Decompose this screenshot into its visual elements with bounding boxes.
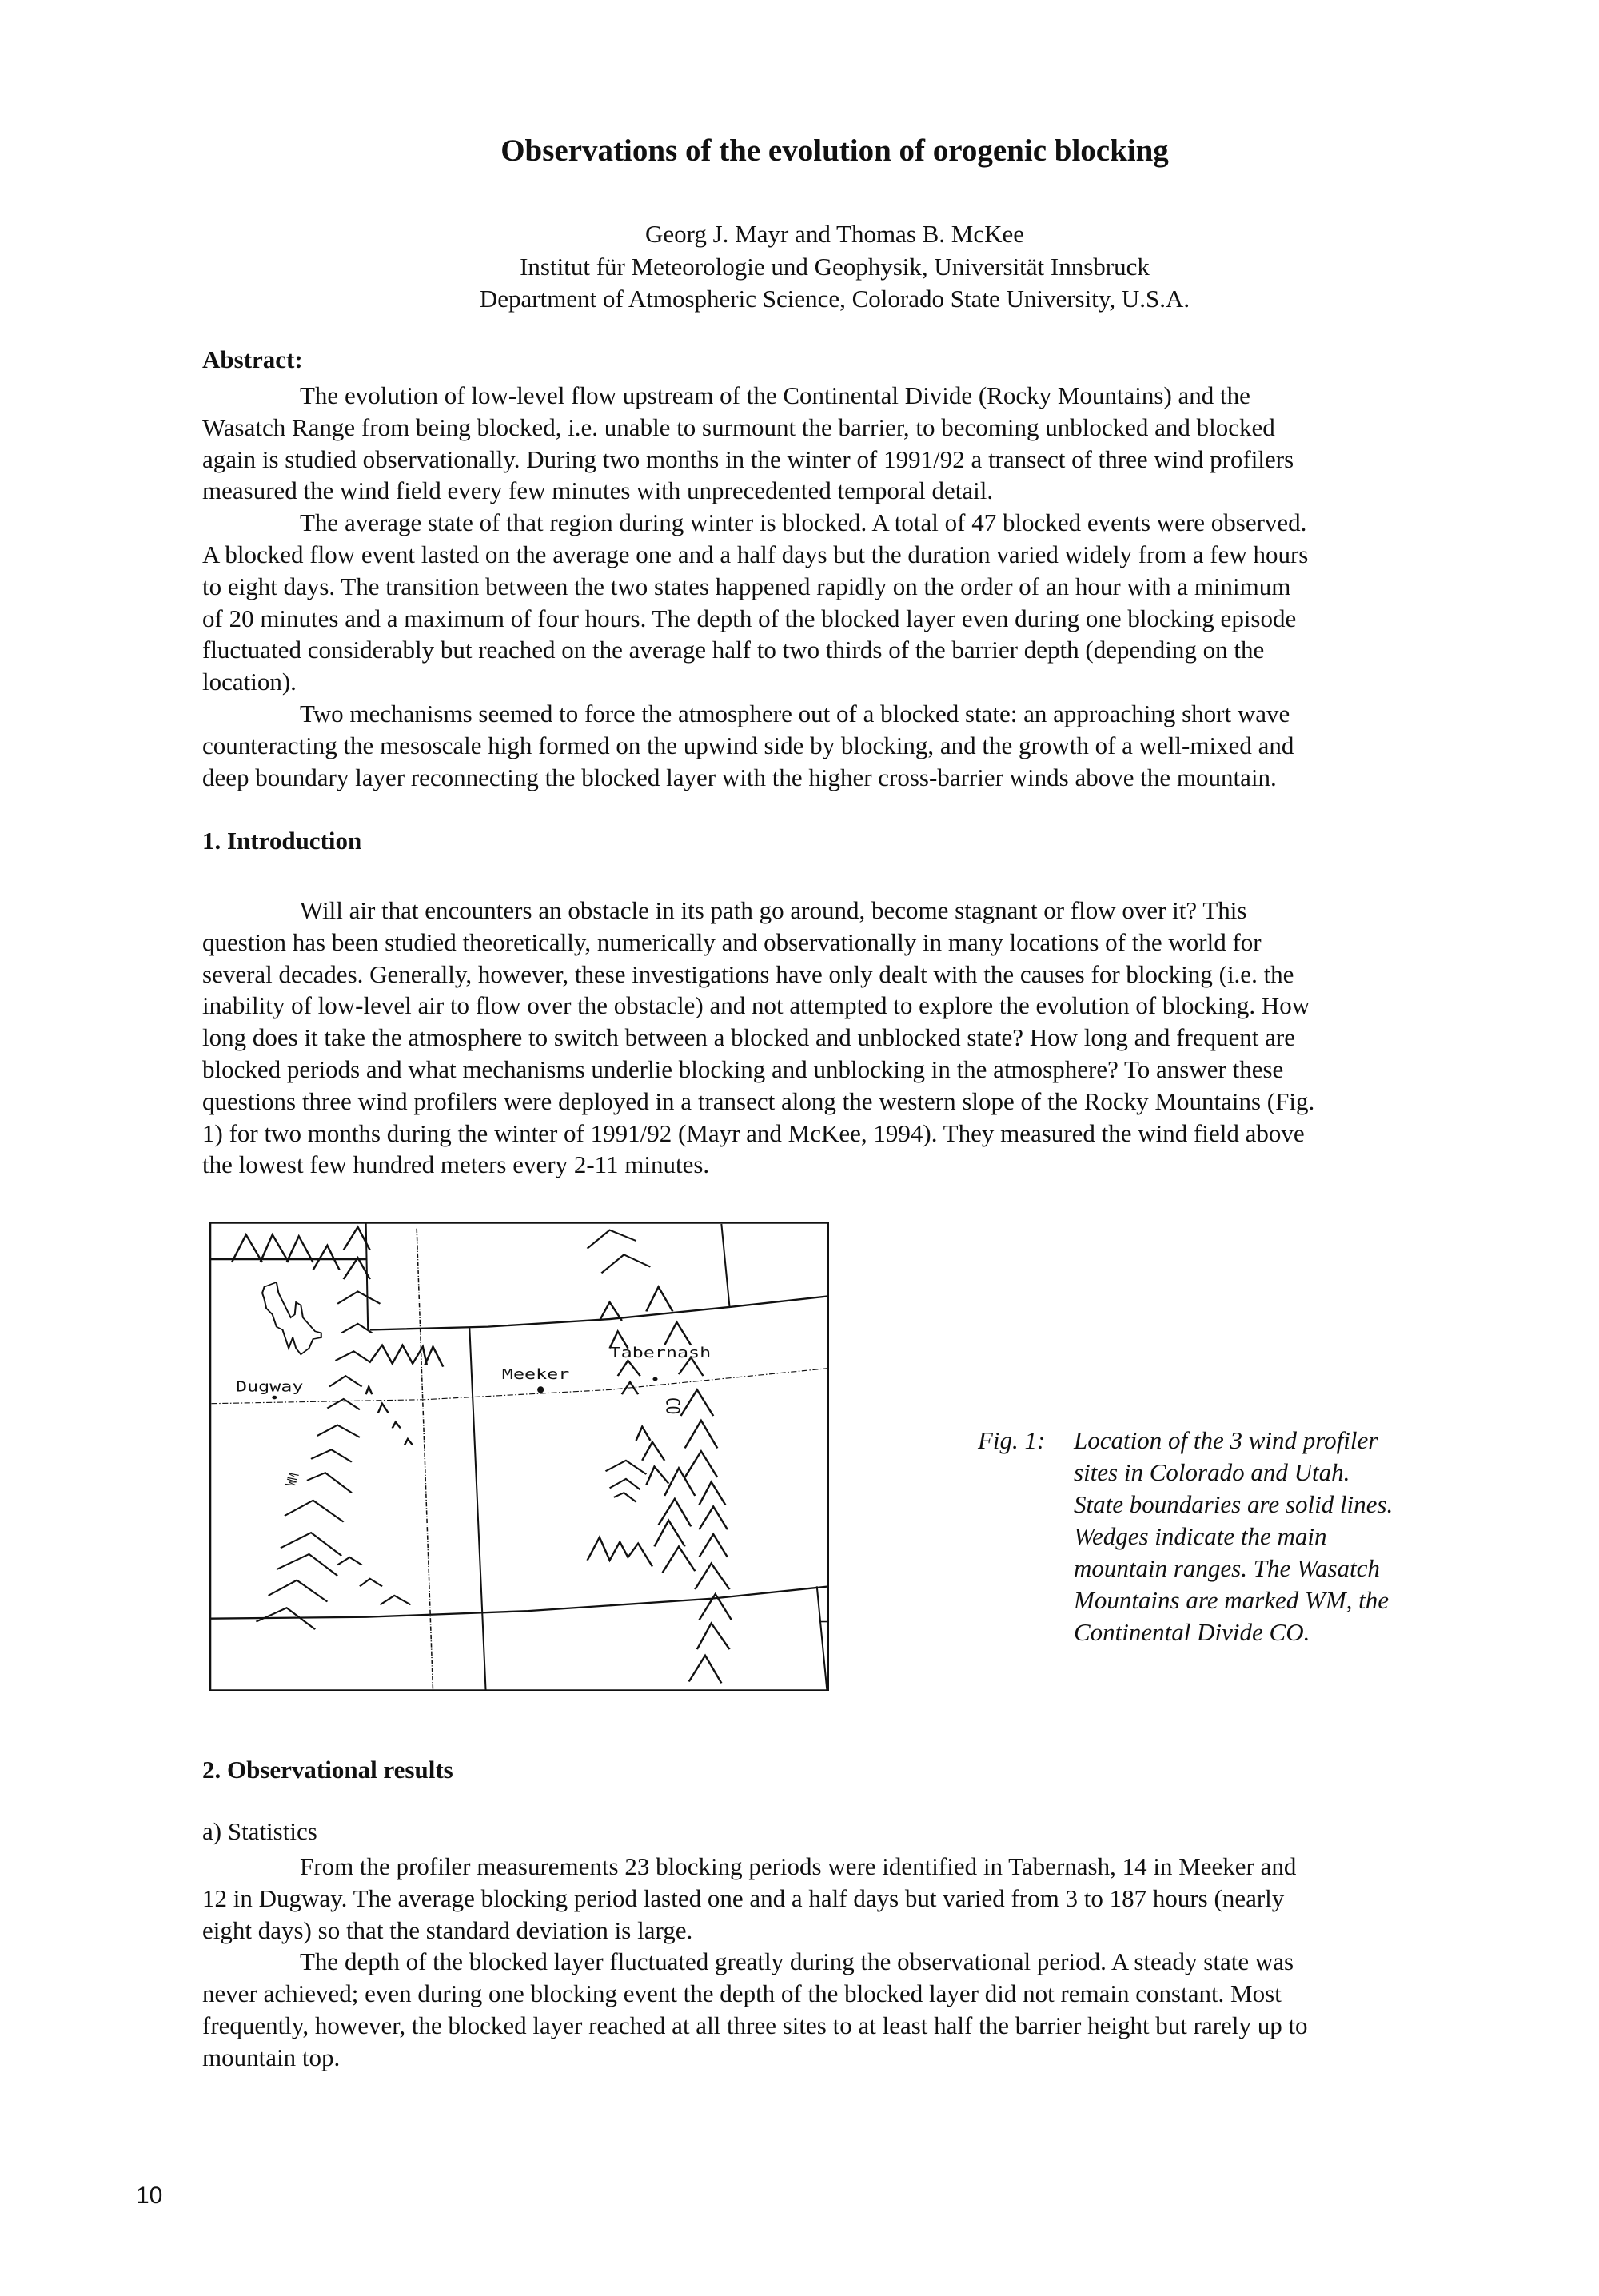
abstract-heading: Abstract: [202,345,303,373]
text-line: long does it take the atmosphere to switch between a blocked and unblocked state? How long and frequent are [202,1023,1295,1052]
text-line: frequently, however, the blocked layer reached at all three sites to at least half the barrier height but rarely up to [202,2011,1308,2039]
text-line: the lowest few hundred meters every 2-11 minutes. [202,1150,710,1179]
text-line: Will air that encounters an obstacle in its path go around, become stagnant or flow over it? This [300,896,1247,924]
affiliation-colorado: Department of Atmospheric Science, Colorado State University, U.S.A. [479,285,1190,313]
label-wasatch-mountains: WM [282,1472,303,1488]
statistics-body [202,1851,1473,2074]
text-line: questions three wind profilers were deployed in a transect along the western slope of the Rocky Mountains (Fig. [202,1086,1315,1115]
paper-title: Observations of the evolution of orogenic blocking [500,134,1169,168]
text-line: never achieved; even during one blocking event the depth of the blocked layer did not remain constant. Most [202,1979,1282,2008]
text-line: Two mechanisms seemed to force the atmosphere out of a blocked state: an approaching short wave [300,699,1290,727]
author-block [0,218,1599,316]
text-line: Wasatch Range from being blocked, i.e. unable to surmount the barrier, to becoming unblocked and blocked [202,413,1275,441]
label-tabernash: Tabernash [609,1344,712,1361]
text-line: From the profiler measurements 23 blocking periods were identified in Tabernash, 14 in Meeker and [300,1852,1297,1880]
text-line: Location of the 3 wind profiler [1074,1426,1378,1454]
text-line: again is studied observationally. During two months in the winter of 1991/92 a transect of three wind profilers [202,444,1294,473]
label-meeker: Meeker [501,1365,570,1383]
text-line: counteracting the mesoscale high formed on the upwind side by blocking, and the growth of a well-mixed and [202,731,1294,759]
label-dugway: Dugway [236,1378,304,1395]
text-line: inability of low-level air to flow over the obstacle) and not attempted to explore the evolution of blocking. How [202,991,1310,1020]
page-number: 10 [136,2182,163,2209]
text-line: State boundaries are solid lines. [1074,1490,1394,1518]
introduction-heading: 1. Introduction [202,827,362,855]
text-line: Mountains are marked WM, the [1074,1586,1390,1614]
caption-label: Fig. 1: [978,1426,1046,1454]
site-markers [272,1377,657,1400]
meeker-site-dot [537,1386,544,1393]
text-line: The evolution of low-level flow upstream of the Continental Divide (Rocky Mountains) and the [300,381,1250,409]
text-line: fluctuated considerably but reached on the average half to two thirds of the barrier depth (depending on the [202,636,1265,664]
caption-text [1074,1425,1393,1648]
statistics-subheading: a) Statistics [202,1817,317,1845]
text-line: sites in Colorado and Utah. [1074,1458,1350,1486]
text-line: to eight days. The transition between the two states happened rapidly on the order of an hour with a minimum [202,572,1291,600]
text-line: A blocked flow event lasted on the average one and a half days but the duration varied widely from a few hours [202,540,1309,568]
text-line: several decades. Generally, however, these investigations have only dealt with the causes for blocking (i.e. the [202,959,1294,988]
text-line: The average state of that region during winter is blocked. A total of 47 blocked events were observed. [300,508,1307,537]
label-continental-divide: CO [662,1397,684,1415]
text-line: mountain ranges. The Wasatch [1074,1554,1380,1582]
text-line: Continental Divide CO. [1074,1618,1310,1646]
text-line: location). [202,668,297,696]
text-line: question has been studied theoretically, numerically and observationally in many locations of the world for [202,927,1262,956]
section-2-heading: 2. Observational results [202,1756,453,1784]
affiliation-innsbruck: Institut für Meteorologie und Geophysik, Universität Innsbruck [520,252,1150,281]
text-line: deep boundary layer reconnecting the blocked layer with the higher cross-barrier winds above the mountain. [202,763,1277,791]
text-line: eight days) so that the standard deviation is large. [202,1915,693,1944]
text-line: of 20 minutes and a maximum of four hours. The depth of the blocked layer even during one blocking episode [202,604,1297,632]
tabernash-site-dot [652,1377,657,1381]
dugway-site-dot [272,1396,277,1400]
text-line: measured the wind field every few minutes with unprecedented temporal detail. [202,476,994,505]
figure-1-map [209,1222,829,1691]
text-line: 12 in Dugway. The average blocking period lasted one and a half days but varied from 3 to 187 hours (nearly [202,1883,1285,1912]
text-line: mountain top. [202,2043,341,2071]
text-line: Wedges indicate the main [1074,1522,1327,1550]
text-line: 1) for two months during the winter of 1991/92 (Mayr and McKee, 1994). They measured the wind field above [202,1118,1305,1147]
great-salt-lake [262,1282,321,1354]
introduction-body [202,895,1473,1181]
text-line: The depth of the blocked layer fluctuated greatly during the observational period. A steady state was [300,1947,1294,1976]
text-line: blocked periods and what mechanisms underlie blocking and unblocking in the atmosphere? To answer these [202,1054,1284,1083]
author-names: Georg J. Mayr and Thomas B. McKee [644,220,1025,248]
abstract-body [202,380,1473,793]
